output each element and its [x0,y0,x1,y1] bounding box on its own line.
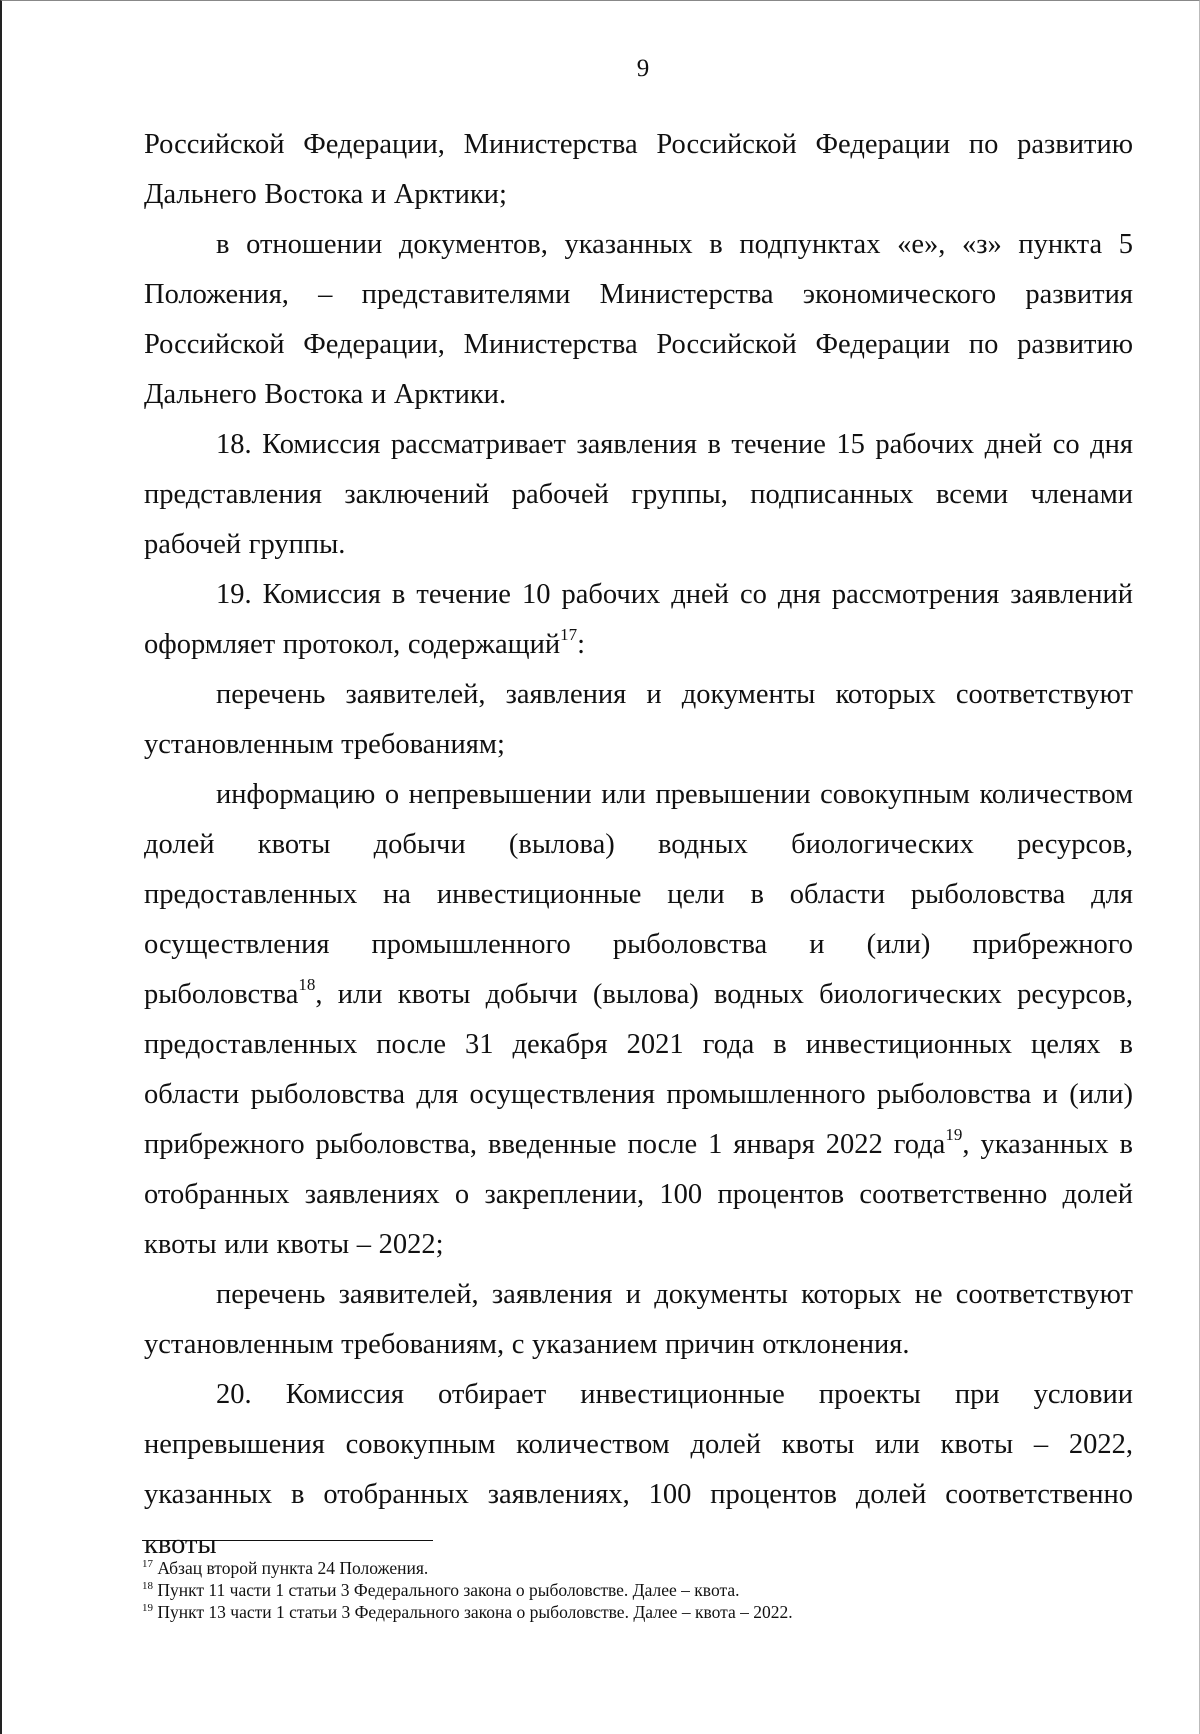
paragraph-text: информацию о непревышении или превышении совокупным количеством долей квоты добычи (вылова) водных биологических ресурсов, предоставленных на инвестиционные цели в области рыболовства для осуществления промышленного рыболовства и (или) прибрежного рыболовства [144,779,1133,1010]
paragraph-text: 20. Комиссия отбирает инвестиционные проекты при условии непревышения совокупным количеством долей квоты или квоты – 2022, указанных в отобранных заявлениях, 100 процентов долей соответственно квоты [144,1379,1133,1560]
paragraph-list-noncompliant [144,1270,1133,1370]
paragraph-item-18 [144,420,1133,570]
footnote-17 [142,1557,1122,1579]
footnote-text: Пункт 11 части 1 статьи 3 Федерального закона о рыболовстве. Далее – квота. [153,1580,740,1600]
paragraph-documents-e-z [144,220,1133,420]
paragraph-quota-info [144,770,1133,1270]
footnotes [142,1557,1122,1623]
paragraph-item-19 [144,570,1133,670]
paragraph-text: в отношении документов, указанных в подпунктах «е», «з» пункта 5 Положения, – представителями Министерства экономического развития Российской Федерации, Министерства Российской Федерации по развитию Дальнего Востока и Арктики. [144,229,1133,410]
paragraph-text: , или квоты добычи (вылова) водных биологических ресурсов, предоставленных после 31 декабря 2021 года в инвестиционных целях в области рыболовства для осуществления промышленного рыболовства и (или) прибрежного рыболовства, введенные после 1 января 2022 года [144,979,1133,1160]
paragraph-list-compliant [144,670,1133,770]
footnote-number: 19 [142,1602,153,1614]
page-number: 9 [636,55,650,82]
footnote-text: Пункт 13 части 1 статьи 3 Федерального закона о рыболовстве. Далее – квота – 2022. [153,1602,793,1622]
footnote-19 [142,1601,1122,1623]
paragraph-text: 19. Комиссия в течение 10 рабочих дней со дня рассмотрения заявлений оформляет протокол, содержащий [144,579,1133,660]
paragraph-text: Российской Федерации, Министерства Российской Федерации по развитию Дальнего Востока и Арктики; [144,129,1133,210]
paragraph-text: перечень заявителей, заявления и документы которых не соответствуют установленным требованиям, с указанием причин отклонения. [144,1279,1133,1360]
footnote-number: 17 [142,1558,153,1570]
footnote-ref-19[interactable]: 19 [945,1125,963,1144]
document-body [144,120,1133,1570]
footnote-ref-17[interactable]: 17 [560,625,578,644]
paragraph-continuation [144,120,1133,220]
footnote-ref-18[interactable]: 18 [298,975,316,994]
paragraph-text: перечень заявителей, заявления и документы которых соответствуют установленным требованиям; [144,679,1133,760]
footnote-number: 18 [142,1580,153,1592]
paragraph-text: 18. Комиссия рассматривает заявления в течение 15 рабочих дней со дня представления заключений рабочей группы, подписанных всеми членами рабочей группы. [144,429,1133,560]
paragraph-text: : [577,629,586,660]
footnote-text: Абзац второй пункта 24 Положения. [153,1558,429,1578]
footnote-separator [142,1540,433,1541]
footnote-18 [142,1579,1122,1601]
paragraph-text: , указанных в отобранных заявлениях о закреплении, 100 процентов соответственно долей квоты или квоты – 2022; [144,1129,1133,1260]
